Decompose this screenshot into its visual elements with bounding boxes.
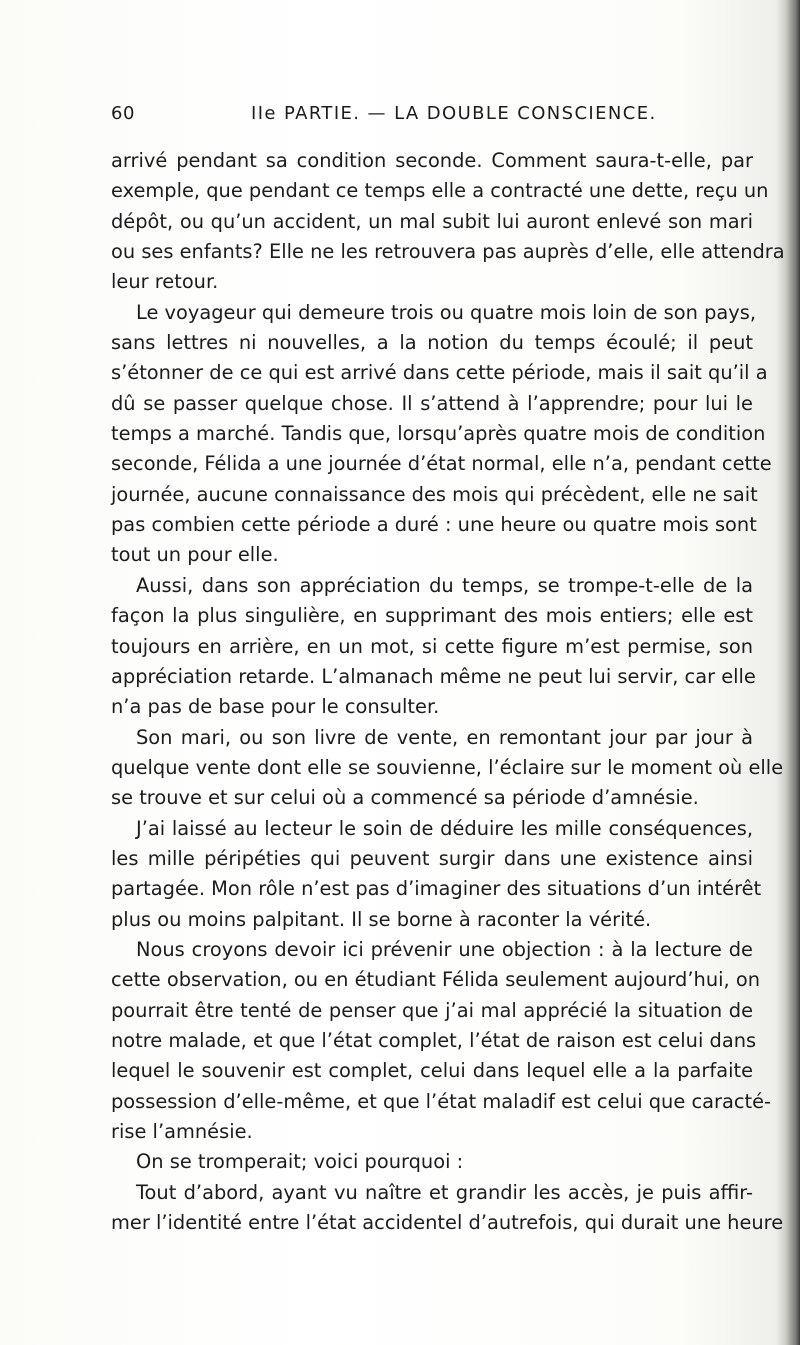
- text-line: plus ou moins palpitant. Il se borne à raconter la vérité.: [111, 907, 652, 931]
- text-line: Son mari, ou son livre de vente, en remontant jour par jour à: [136, 725, 753, 749]
- text-line: lequel le souvenir est complet, celui dans lequel elle a la parfaite: [111, 1059, 753, 1083]
- text-line: toujours en arrière, en un mot, si cette figure m’est permise, son: [111, 634, 753, 658]
- text-line: pas combien cette période a duré : une heure ou quatre mois sont: [111, 513, 757, 537]
- text-line: notre malade, et que l’état complet, l’état de raison est celui dans: [111, 1028, 757, 1052]
- text-line: Tout d’abord, ayant vu naître et grandir les accès, je puis affir-: [136, 1180, 753, 1204]
- text-line: façon la plus singulière, en supprimant des mois entiers; elle est: [111, 604, 753, 628]
- text-line: mer l’identité entre l’état accidentel d’autrefois, qui durait une heure: [111, 1211, 784, 1235]
- text-line: possession d’elle-même, et que l’état maladif est celui que caracté-: [111, 1089, 772, 1113]
- text-line: rise l’amnésie.: [111, 1120, 253, 1143]
- text-line: Le voyageur qui demeure trois ou quatre mois loin de son pays,: [136, 300, 757, 324]
- text-line: s’étonner de ce qui est arrivé dans cette période, mais il sait qu’il a: [111, 361, 768, 385]
- body-text: [111, 146, 785, 1238]
- page-number: 60: [111, 103, 135, 124]
- page-edge-shadow: [786, 0, 800, 1345]
- text-line: exemple, que pendant ce temps elle a contracté une dette, reçu un: [111, 179, 769, 203]
- text-line: journée, aucune connaissance des mois qui précèdent, elle ne sait: [111, 482, 758, 506]
- text-line: cette observation, ou en étudiant Félida seulement aujourd’hui, on: [111, 968, 760, 992]
- text-line: arrivé pendant sa condition seconde. Comment saura-t-elle, par: [111, 149, 753, 172]
- page-header: [111, 103, 751, 127]
- text-line: On se tromperait; voici pourquoi :: [136, 1150, 464, 1174]
- text-line: dépôt, ou qu’un accident, un mal subit lui auront enlevé son mari: [111, 209, 753, 233]
- text-line: tout un pour elle.: [111, 543, 279, 567]
- text-line: temps a marché. Tandis que, lorsqu’après quatre mois de condition: [111, 422, 766, 446]
- text-line: se trouve et sur celui où a commencé sa période d’amnésie.: [111, 786, 699, 810]
- text-line: n’a pas de base pour le consulter.: [111, 695, 440, 719]
- text-line: J’ai laissé au lecteur le soin de déduire les mille conséquences,: [136, 816, 753, 840]
- text-line: les mille péripéties qui peuvent surgir dans une existence ainsi: [111, 846, 753, 870]
- text-line: ou ses enfants? Elle ne les retrouvera pas auprès d’elle, elle attendra: [111, 240, 785, 264]
- text-line: quelque vente dont elle se souvienne, l’éclaire sur le moment où elle: [111, 755, 784, 779]
- text-line: Nous croyons devoir ici prévenir une objection : à la lecture de: [136, 937, 753, 961]
- text-line: pourrait être tenté de penser que j’ai mal apprécié la situation de: [111, 998, 753, 1022]
- text-line: partagée. Mon rôle n’est pas d’imaginer des situations d’un intérêt: [111, 877, 762, 901]
- text-line: dû se passer quelque chose. Il s’attend à l’apprendre; pour lui le: [111, 391, 753, 415]
- running-head: IIe PARTIE. — LA DOUBLE CONSCIENCE.: [251, 103, 657, 124]
- text-line: sans lettres ni nouvelles, a la notion du temps écoulé; il peut: [111, 331, 753, 355]
- text-line: seconde, Félida a une journée d’état normal, elle n’a, pendant cette: [111, 452, 772, 476]
- text-line: leur retour.: [111, 270, 219, 294]
- text-line: Aussi, dans son appréciation du temps, se trompe-t-elle de la: [136, 573, 753, 597]
- text-line: appréciation retarde. L’almanach même ne peut lui servir, car elle: [111, 664, 756, 688]
